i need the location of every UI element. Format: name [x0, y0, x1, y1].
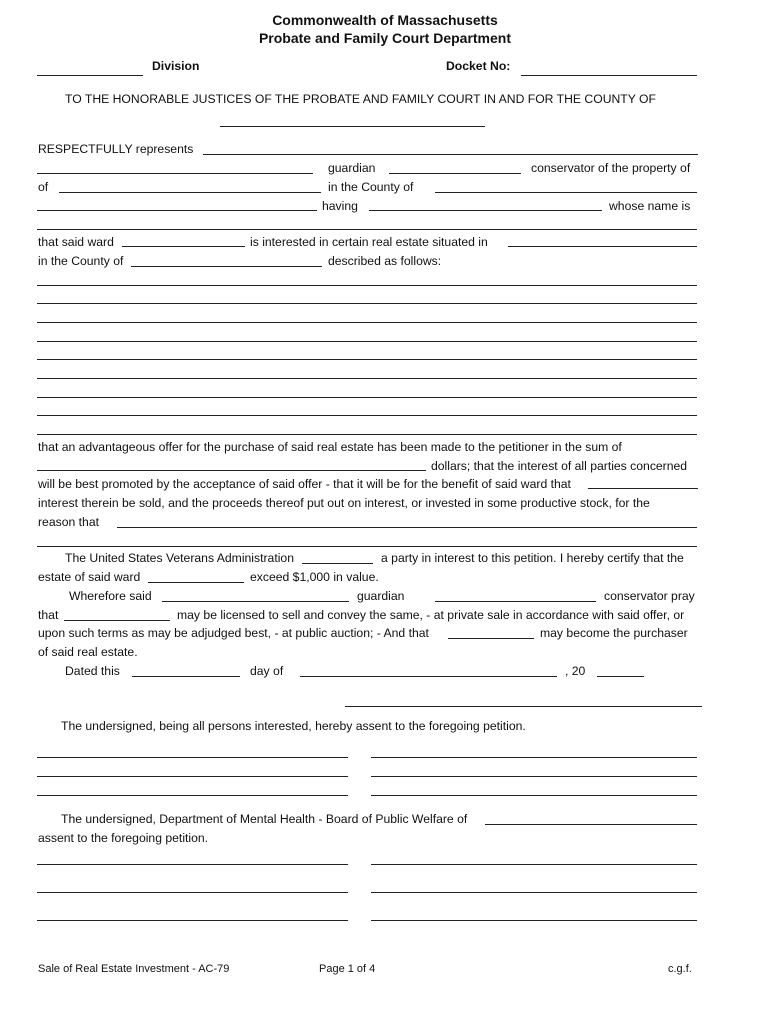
interested-label: is interested in certain real estate situated in — [250, 235, 488, 249]
licensed-text: may be licensed to sell and convey the same, - at private sale in accordance with said offer, or — [177, 608, 685, 622]
guardian-pray-field[interactable] — [435, 601, 596, 602]
benefit-text: will be best promoted by the acceptance of said offer - that it will be for the benefit of said ward that — [38, 477, 571, 491]
dollars-text: dollars; that the interest of all parties concerned — [431, 459, 688, 473]
benefit-field[interactable] — [588, 488, 698, 489]
dept-signature-field[interactable] — [371, 920, 697, 921]
assent-signature-field[interactable] — [371, 776, 697, 777]
guardian-label-2: guardian — [357, 589, 405, 603]
purchaser-field[interactable] — [448, 638, 534, 639]
conservator-pray-label: conservator pray — [604, 589, 695, 603]
dept-signature-field[interactable] — [37, 864, 348, 865]
real-estate-text: of said real estate. — [38, 645, 138, 659]
that-said-ward-label: that said ward — [38, 235, 114, 249]
conservator-label: conservator of the property of — [531, 161, 691, 175]
situated-field[interactable] — [508, 246, 697, 247]
ward-line3-field[interactable] — [37, 210, 317, 211]
wherefore-label: Wherefore said — [69, 589, 152, 603]
dept-signature-field[interactable] — [37, 892, 348, 893]
footer-initials: c.g.f. — [668, 963, 692, 975]
reason-label: reason that — [38, 515, 99, 529]
dept-text: The undersigned, Department of Mental Health - Board of Public Welfare of — [61, 812, 468, 826]
description-line[interactable] — [37, 341, 697, 342]
reason-field[interactable] — [117, 527, 697, 528]
year-field[interactable] — [597, 676, 644, 677]
assent-signature-field[interactable] — [37, 776, 348, 777]
day-field[interactable] — [132, 676, 240, 677]
assent-signature-field[interactable] — [37, 795, 348, 796]
dept-signature-field[interactable] — [371, 864, 697, 865]
va-text: The United States Veterans Administration — [65, 551, 294, 565]
assent-signature-field[interactable] — [371, 757, 697, 758]
description-line[interactable] — [37, 397, 697, 398]
respectfully-label: RESPECTFULLY represents — [38, 142, 194, 156]
dated-label: Dated this — [65, 664, 120, 678]
day-of-label: day of — [250, 664, 284, 678]
ward-county-field[interactable] — [435, 192, 697, 193]
form-title: Commonwealth of Massachusetts — [272, 12, 498, 28]
description-line[interactable] — [37, 359, 697, 360]
va-field[interactable] — [302, 563, 373, 564]
ward-name-field[interactable] — [59, 192, 321, 193]
dept-assent-text: assent to the foregoing petition. — [38, 831, 209, 845]
footer-page: Page 1 of 4 — [319, 963, 376, 975]
county-field[interactable] — [220, 126, 485, 127]
offer-text: that an advantageous offer for the purchase of said real estate has been made to the petitioner in the sum of — [38, 440, 622, 454]
docket-field[interactable] — [521, 75, 697, 76]
interest-text: interest therein be sold, and the proceeds thereof put out on interest, or invested in some productive stock, for the — [38, 496, 650, 510]
footer-form-name: Sale of Real Estate Investment - AC-79 — [38, 963, 230, 975]
county-label: in the County of — [328, 180, 414, 194]
ward-field[interactable] — [122, 246, 245, 247]
year-label: , 20 — [565, 664, 586, 678]
estate-ward-field[interactable] — [148, 582, 244, 583]
county-of-label: in the County of — [38, 254, 124, 268]
having-label: having — [322, 199, 358, 213]
licensed-field[interactable] — [64, 620, 170, 621]
that-label: that — [38, 608, 59, 622]
description-line[interactable] — [37, 303, 697, 304]
guardian-field[interactable] — [389, 173, 521, 174]
estate-label: estate of said ward — [38, 570, 141, 584]
form-subtitle: Probate and Family Court Department — [258, 30, 512, 46]
terms-text: upon such terms as may be adjudged best, - at public auction; - And that — [38, 626, 429, 640]
amount-field[interactable] — [37, 470, 426, 471]
described-label: described as follows: — [328, 254, 442, 268]
month-field[interactable] — [300, 676, 557, 677]
description-line[interactable] — [37, 285, 697, 286]
description-line[interactable] — [37, 378, 697, 379]
dept-field[interactable] — [485, 824, 697, 825]
assent-text: The undersigned, being all persons interested, hereby assent to the foregoing petition. — [61, 719, 526, 733]
division-label: Division — [152, 59, 200, 73]
reason-line2-field[interactable] — [37, 546, 697, 547]
description-line[interactable] — [37, 415, 697, 416]
estate-county-field[interactable] — [131, 266, 322, 267]
guardian-label: guardian — [328, 161, 376, 175]
assent-signature-field[interactable] — [37, 757, 348, 758]
name-field[interactable] — [37, 229, 697, 230]
petitioner-line2-field[interactable] — [37, 173, 313, 174]
of-label: of — [38, 180, 49, 194]
exceed-text: exceed $1,000 in value. — [250, 570, 379, 584]
purchaser-text: may become the purchaser — [540, 626, 688, 640]
division-field[interactable] — [37, 75, 143, 76]
wherefore-field[interactable] — [162, 601, 349, 602]
signature-field[interactable] — [345, 706, 702, 707]
description-line[interactable] — [37, 434, 697, 435]
having-field[interactable] — [369, 210, 602, 211]
assent-signature-field[interactable] — [371, 795, 697, 796]
whose-name-label: whose name is — [609, 199, 691, 213]
description-line[interactable] — [37, 322, 697, 323]
dept-signature-field[interactable] — [371, 892, 697, 893]
dept-signature-field[interactable] — [37, 920, 348, 921]
party-text: a party in interest to this petition. I hereby certify that the — [381, 551, 684, 565]
petitioner-field[interactable] — [203, 154, 698, 155]
court-address: TO THE HONORABLE JUSTICES OF THE PROBATE AND FAMILY COURT IN AND FOR THE COUNTY OF — [65, 92, 656, 106]
docket-label: Docket No: — [446, 59, 511, 73]
